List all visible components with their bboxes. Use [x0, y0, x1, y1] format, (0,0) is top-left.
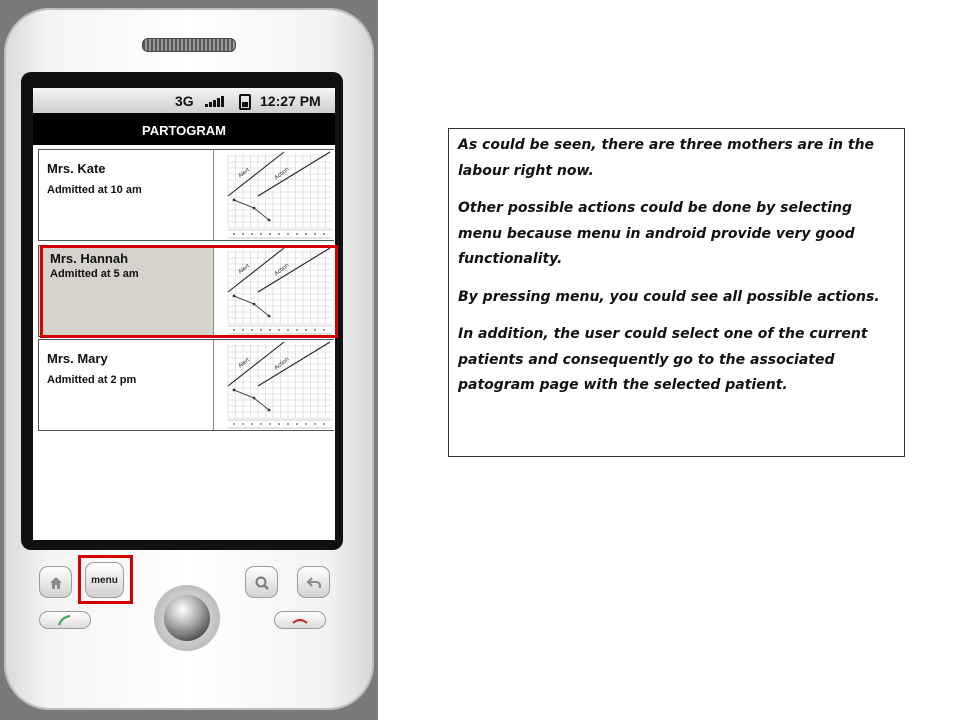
call-icon	[56, 614, 74, 627]
patient-row-kate[interactable]	[38, 149, 334, 241]
battery-icon	[239, 94, 251, 110]
patient-admitted: Admitted at 2 pm	[47, 374, 137, 386]
patient-admitted: Admitted at 10 am	[47, 184, 142, 196]
patient-info	[39, 340, 213, 430]
trackball-center	[164, 595, 210, 641]
patient-admitted: Admitted at 5 am	[50, 268, 139, 280]
speaker-grille	[142, 38, 236, 52]
partogram-thumbnail	[213, 150, 334, 240]
partogram-thumbnail	[213, 340, 334, 430]
status-bar	[33, 88, 335, 113]
description-paragraph: In addition, the user could select one of the current patients and consequently go to the associated patogram page with the selected patient.	[458, 326, 868, 393]
network-type: 3G	[175, 93, 194, 109]
search-button[interactable]	[245, 566, 278, 598]
patient-row-mary[interactable]	[38, 339, 334, 431]
end-call-icon	[291, 614, 309, 627]
action-label: Action	[273, 356, 291, 372]
home-icon	[48, 575, 64, 591]
description-paragraph: By pressing menu, you could see all possible actions.	[458, 288, 880, 305]
alert-label: Alert	[237, 357, 251, 370]
status-time: 12:27 PM	[260, 93, 321, 109]
signal-icon	[205, 96, 225, 107]
app-title-bar	[33, 113, 335, 145]
action-label: Action	[273, 166, 291, 182]
patient-name: Mrs. Kate	[47, 161, 106, 176]
partogram-graph	[214, 340, 334, 430]
app-title: PARTOGRAM	[141, 123, 227, 138]
alert-label: Alert	[237, 167, 251, 180]
patient-name: Mrs. Hannah	[50, 251, 129, 266]
menu-button-highlight	[78, 555, 133, 604]
home-button[interactable]	[39, 566, 72, 598]
patient-name: Mrs. Mary	[47, 351, 108, 366]
description-box	[448, 128, 905, 457]
patient-info	[39, 150, 213, 240]
selected-patient-highlight	[40, 245, 338, 338]
search-icon	[254, 575, 270, 591]
menu-button[interactable]: menu	[85, 562, 124, 598]
description-paragraph: Other possible actions could be done by selecting menu because menu in android provide very good functionality.	[458, 200, 855, 267]
end-call-button[interactable]	[274, 611, 326, 629]
description-paragraph: As could be seen, there are three mothers are in the labour right now.	[458, 137, 875, 179]
trackball[interactable]	[154, 585, 220, 651]
back-icon	[306, 575, 322, 591]
back-button[interactable]	[297, 566, 330, 598]
call-button[interactable]	[39, 611, 91, 629]
alert-label: Alert	[237, 263, 251, 276]
action-label: Action	[273, 262, 291, 278]
partogram-graph	[214, 150, 334, 240]
